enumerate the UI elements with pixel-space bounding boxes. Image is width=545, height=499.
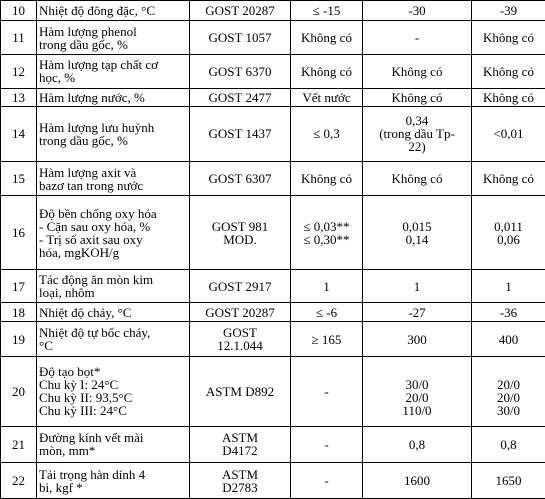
requirement-line: - xyxy=(324,436,329,452)
table-row xyxy=(1,196,545,269)
property-line: trong dầu gốc, % xyxy=(39,132,128,148)
table-row xyxy=(1,357,545,426)
row-number-cell: 18 xyxy=(1,303,37,321)
property-line: Hàm lượng nước, % xyxy=(39,89,145,105)
table-row xyxy=(1,21,545,55)
value-1-cell xyxy=(363,54,472,88)
value-1-line: -27 xyxy=(408,304,426,320)
requirement-line: - xyxy=(324,383,329,399)
value-2-cell xyxy=(472,463,545,499)
table-row xyxy=(1,161,545,196)
requirement-line: Không có xyxy=(301,63,352,79)
test-method-cell xyxy=(190,88,291,106)
requirement-line: - xyxy=(324,473,329,489)
requirement-line: Không có xyxy=(301,30,352,46)
property-line: - Trị số axit sau oxy xyxy=(39,231,143,247)
test-method-cell xyxy=(190,106,291,161)
requirement-cell xyxy=(291,269,363,303)
value-2-line: <0,01 xyxy=(493,126,524,142)
property-line: trong dầu gốc, % xyxy=(39,36,128,52)
value-1-line: 22) xyxy=(408,139,426,155)
test-method-cell xyxy=(190,463,291,499)
table-row xyxy=(1,463,545,499)
value-1-line: 1600 xyxy=(404,473,430,489)
test-method-line: ASTM xyxy=(221,430,259,446)
property-line: Đường kính vết mài xyxy=(39,430,144,446)
value-2-line: 0,8 xyxy=(500,436,517,452)
requirement-cell xyxy=(291,1,363,21)
value-2-cell xyxy=(472,161,545,196)
value-2-line: Không có xyxy=(483,89,534,105)
value-2-cell xyxy=(472,426,545,463)
requirement-cell xyxy=(291,106,363,161)
row-number-cell: 14 xyxy=(1,106,37,161)
test-method-line: GOST 6370 xyxy=(208,63,272,79)
requirement-line: ≤ 0,03** xyxy=(303,218,350,234)
row-number-cell: 10 xyxy=(1,1,37,21)
property-cell xyxy=(37,426,190,463)
property-line: Chu kỳ I: 24°C xyxy=(39,377,119,393)
property-line: Hàm lượng tạp chất cơ xyxy=(39,57,158,73)
row-number-cell: 21 xyxy=(1,426,37,463)
value-2-line: 400 xyxy=(498,331,519,347)
property-line: Chu kỳ II: 93,5°C xyxy=(39,390,133,406)
value-1-cell xyxy=(363,106,472,161)
value-2-line: Không có xyxy=(483,63,534,79)
value-2-cell xyxy=(472,357,545,426)
value-2-line: 0,06 xyxy=(497,231,520,247)
property-line: học, % xyxy=(39,70,76,86)
row-number-cell: 13 xyxy=(1,88,37,106)
value-1-cell xyxy=(363,88,472,106)
value-2-line: 20/0 xyxy=(496,390,521,406)
property-line: Độ tạo bọt* xyxy=(39,364,101,380)
requirement-line: ≥ 165 xyxy=(311,331,342,347)
test-method-cell xyxy=(190,161,291,196)
property-line: Hàm lượng axit và xyxy=(39,164,137,180)
value-2-line: -36 xyxy=(499,304,518,320)
table-row xyxy=(1,426,545,463)
property-cell xyxy=(37,269,190,303)
test-method-line: D2783 xyxy=(222,479,258,495)
value-1-cell xyxy=(363,303,472,321)
value-1-line: 20/0 xyxy=(405,390,429,406)
property-line: Nhiệt độ chảy, °C xyxy=(39,304,132,320)
test-method-line: GOST xyxy=(223,325,257,341)
test-method-line: GOST 2917 xyxy=(208,278,272,294)
value-1-line: 110/0 xyxy=(402,403,432,419)
test-method-line: GOST 2477 xyxy=(208,89,272,105)
property-cell xyxy=(37,196,190,269)
requirement-cell xyxy=(291,426,363,463)
value-1-line: 0,015 xyxy=(402,218,432,234)
property-cell xyxy=(37,303,190,321)
row-number-cell: 19 xyxy=(1,321,37,357)
value-2-cell xyxy=(472,54,545,88)
row-number-cell: 12 xyxy=(1,54,37,88)
property-cell xyxy=(37,321,190,357)
test-method-line: GOST 20287 xyxy=(205,3,275,19)
value-2-cell xyxy=(472,303,545,321)
requirement-line: ≤ 0,3 xyxy=(313,126,340,142)
test-method-line: GOST 6307 xyxy=(208,171,272,187)
table-row xyxy=(1,321,545,357)
requirement-line: 1 xyxy=(323,278,330,294)
test-method-cell xyxy=(190,1,291,21)
test-method-cell xyxy=(190,21,291,55)
row-number-cell: 17 xyxy=(1,269,37,303)
value-2-line: 20/0 xyxy=(496,377,521,393)
requirement-cell xyxy=(291,88,363,106)
property-cell xyxy=(37,463,190,499)
value-1-cell xyxy=(363,161,472,196)
test-method-cell xyxy=(190,321,291,357)
property-cell xyxy=(37,1,190,21)
requirement-cell xyxy=(291,21,363,55)
property-cell xyxy=(37,21,190,55)
value-2-line: 30/0 xyxy=(496,403,521,419)
requirement-line: ≤ 0,30** xyxy=(303,231,350,247)
value-2-line: 1 xyxy=(505,278,512,294)
table-row xyxy=(1,88,545,106)
property-line: °C xyxy=(39,338,53,354)
value-1-cell xyxy=(363,21,472,55)
value-2-cell xyxy=(472,88,545,106)
value-2-line: 0,011 xyxy=(494,218,523,234)
test-method-line: ASTM xyxy=(221,466,259,482)
test-method-cell xyxy=(190,269,291,303)
requirement-cell xyxy=(291,463,363,499)
property-line: loại, nhôm xyxy=(39,285,95,301)
value-2-line: Không có xyxy=(483,171,534,187)
requirement-cell xyxy=(291,54,363,88)
value-1-cell xyxy=(363,1,472,21)
property-line: hóa, mgKOH/g xyxy=(39,244,120,260)
requirement-cell xyxy=(291,196,363,269)
value-1-cell xyxy=(363,269,472,303)
table-row xyxy=(1,54,545,88)
test-method-cell xyxy=(190,303,291,321)
requirement-cell xyxy=(291,161,363,196)
row-number-cell: 15 xyxy=(1,161,37,196)
value-1-cell xyxy=(363,426,472,463)
value-2-cell xyxy=(472,269,545,303)
test-method-line: 12.1.044 xyxy=(217,338,263,354)
test-method-line: ASTM D892 xyxy=(205,383,275,399)
row-number-cell: 16 xyxy=(1,196,37,269)
table-row xyxy=(1,106,545,161)
table-row xyxy=(1,1,545,21)
test-method-line: GOST 1057 xyxy=(208,30,272,46)
value-1-line: -30 xyxy=(408,3,426,19)
value-2-cell xyxy=(472,1,545,21)
value-1-line: Không có xyxy=(391,63,443,79)
property-line: Nhiệt độ đông đặc, °C xyxy=(39,3,156,19)
property-line: Độ bền chống oxy hóa xyxy=(39,205,157,221)
requirement-cell xyxy=(291,303,363,321)
property-cell xyxy=(37,161,190,196)
test-method-line: GOST 1437 xyxy=(208,126,272,142)
requirement-cell xyxy=(291,357,363,426)
property-line: Nhiệt độ tự bốc cháy, xyxy=(39,325,151,341)
property-line: bazơ tan trong nước xyxy=(39,177,144,193)
table-row xyxy=(1,269,545,303)
requirement-cell xyxy=(291,321,363,357)
test-method-line: GOST 20287 xyxy=(205,304,275,320)
property-line: - Cặn sau oxy hóa, % xyxy=(39,218,151,234)
table-row xyxy=(1,303,545,321)
value-2-cell xyxy=(472,106,545,161)
property-line: Tác động ăn mòn kim xyxy=(39,272,154,288)
property-cell xyxy=(37,88,190,106)
value-2-cell xyxy=(472,321,545,357)
requirement-line: Không có xyxy=(301,171,352,187)
property-cell xyxy=(37,106,190,161)
test-method-line: GOST 981 xyxy=(211,218,269,234)
value-1-cell xyxy=(363,357,472,426)
value-2-cell xyxy=(472,196,545,269)
test-method-cell xyxy=(190,54,291,88)
requirement-line: Vết nước xyxy=(302,89,351,105)
value-2-line: Không có xyxy=(483,30,534,46)
value-1-line: 0,8 xyxy=(408,436,426,452)
test-method-line: MOD. xyxy=(223,231,257,247)
value-1-line: 0,14 xyxy=(405,231,429,247)
property-cell xyxy=(37,357,190,426)
test-method-cell xyxy=(190,196,291,269)
property-cell xyxy=(37,54,190,88)
property-line: Hàm lượng lưu huỳnh xyxy=(39,119,155,135)
row-number-cell: 20 xyxy=(1,357,37,426)
value-1-line: 0,34 xyxy=(405,113,429,129)
test-method-line: D4172 xyxy=(222,443,258,459)
property-line: Chu kỳ III: 24°C xyxy=(39,403,127,419)
value-1-line: 300 xyxy=(407,331,427,347)
row-number-cell: 22 xyxy=(1,463,37,499)
value-2-cell xyxy=(472,21,545,55)
test-method-cell xyxy=(190,357,291,426)
row-number-cell: 11 xyxy=(1,21,37,55)
property-line: Tải trọng hàn dính 4 xyxy=(39,466,146,482)
requirement-line: ≤ -6 xyxy=(315,304,338,320)
property-line: mòn, mm* xyxy=(39,443,96,459)
value-2-line: -39 xyxy=(499,3,518,19)
value-1-line: 30/0 xyxy=(405,377,429,393)
value-1-line: Không có xyxy=(391,171,443,187)
property-line: Hàm lượng phenol xyxy=(39,23,137,39)
value-1-line: 1 xyxy=(413,278,421,294)
value-1-cell xyxy=(363,463,472,499)
value-1-line: (trong dầu Tp- xyxy=(379,126,455,142)
value-1-line: Không có xyxy=(391,89,443,105)
requirement-line: ≤ -15 xyxy=(312,3,341,19)
value-2-line: 1650 xyxy=(495,473,522,489)
test-method-cell xyxy=(190,426,291,463)
value-1-line: - xyxy=(414,30,420,46)
value-1-cell xyxy=(363,196,472,269)
value-1-cell xyxy=(363,321,472,357)
property-line: bi, kgf * xyxy=(39,479,83,495)
specs-table-body xyxy=(1,1,545,499)
